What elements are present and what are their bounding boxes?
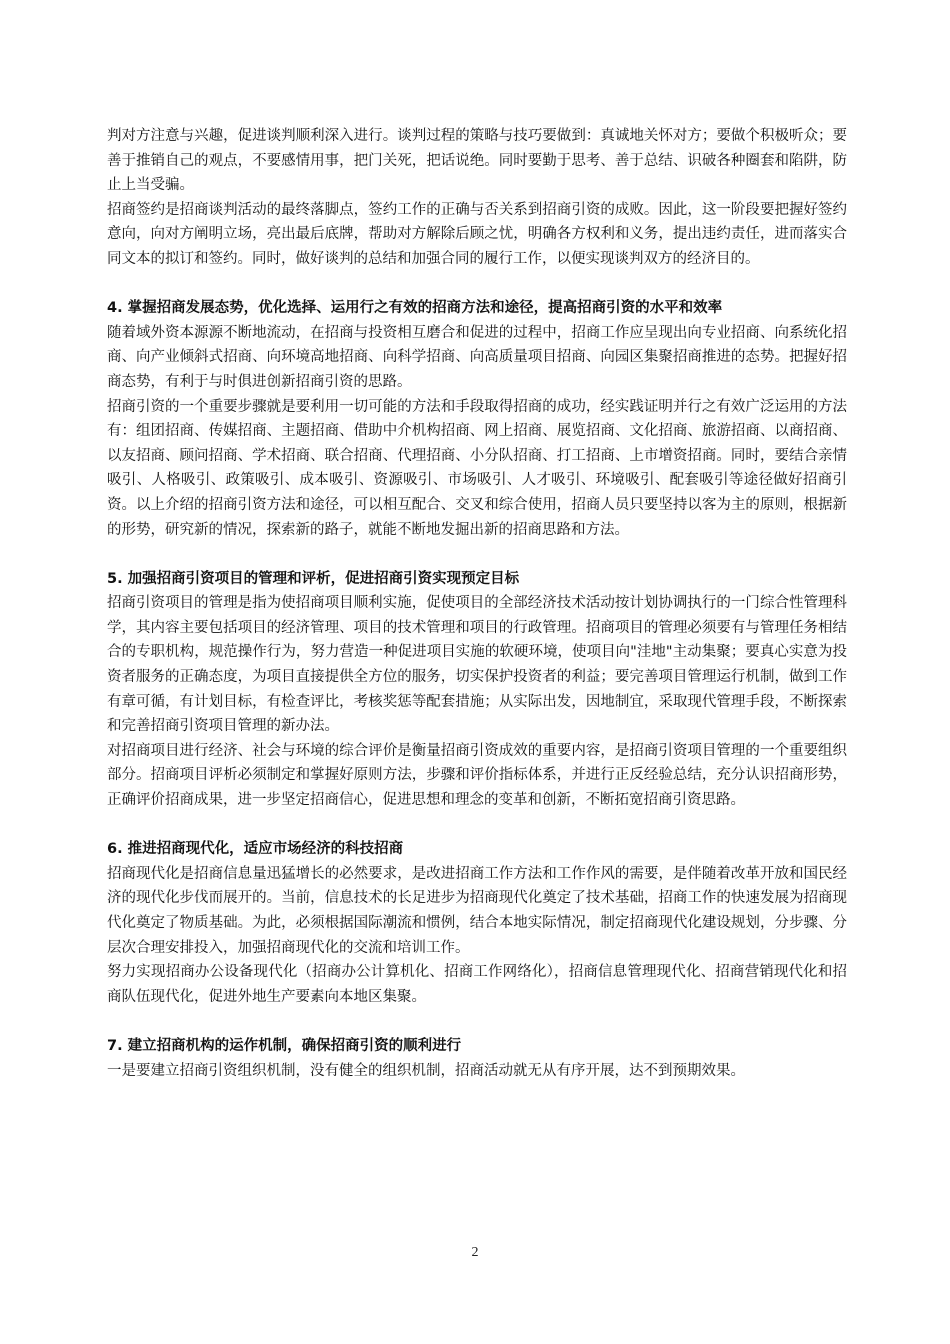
section-4 [107, 296, 847, 542]
section-heading: 7. 建立招商机构的运作机制，确保招商引资的顺利进行 [107, 1037, 462, 1054]
section-heading: 6. 推进招商现代化，适应市场经济的科技招商 [107, 841, 404, 858]
section-paragraph: 努力实现招商办公设备现代化（招商办公计算机化、招商工作网络化），招商信息管理现代化、招商营销现代化和招商队伍现代化，促进外地生产要素向本地区集聚。 [107, 964, 847, 1005]
section-paragraph: 随着域外资本源源不断地流动，在招商与投资相互磨合和促进的过程中，招商工作应呈现出向专业招商、向系统化招商、向产业倾斜式招商、向环境高地招商、向科学招商、向高质量项目招商、向园区集聚招商推进的态势。把握好招商态势，有利于与时俱进创新招商引资的思路。 [107, 324, 847, 390]
intro-paragraph-2: 招商签约是招商谈判活动的最终落脚点，签约工作的正确与否关系到招商引资的成败。因此，这一阶段要把握好签约意向，向对方阐明立场，亮出最后底牌，帮助对方解除后顾之忧，明确各方权利和义务，提出违约责任，进而落实合同文本的拟订和签约。同时，做好谈判的总结和加强合同的履行工作，以便实现谈判双方的经济目的。 [107, 201, 847, 267]
section-heading: 4. 掌握招商发展态势，优化选择、运用行之有效的招商方法和途径，提高招商引资的水平和效率 [107, 300, 723, 317]
section-paragraph: 对招商项目进行经济、社会与环境的综合评价是衡量招商引资成效的重要内容，是招商引资项目管理的一个重要组织部分。招商项目评析必须制定和掌握好原则方法，步骤和评价指标体系，并进行正反经验总结，充分认识招商形势，正确评价招商成果，进一步坚定招商信心，促进思想和理念的变革和创新，不断拓宽招商引资思路。 [107, 742, 847, 809]
document-body [107, 124, 847, 1083]
section-paragraph: 招商引资项目的管理是指为使招商项目顺利实施，促使项目的全部经济技术活动按计划协调执行的一门综合性管理科学，其内容主要包括项目的经济管理、项目的技术管理和项目的行政管理。招商项目的管理必须要有与管理任务相结合的专职机构，规范操作行为，努力营造一种促进项目实施的软硬环境，使项目向"洼地"主动集聚；要真心实意为投资者服务的正确态度，为项目直接提供全方位的服务，切实保护投资者的利益；要完善项目管理运行机制，做到工作有章可循，有计划目标，有检查评比，考核奖惩等配套措施；从实际出发，因地制宜，采取现代管理手段，不断探索和完善招商引资项目管理的新办法。 [107, 595, 847, 735]
section-paragraph: 招商引资的一个重要步骤就是要利用一切可能的方法和手段取得招商的成功，经实践证明并行之有效广泛运用的方法有：组团招商、传媒招商、主题招商、借助中介机构招商、网上招商、展览招商、文化招商、旅游招商、以商招商、以友招商、顾问招商、学术招商、联合招商、代理招商、小分队招商、打工招商、上市增资招商。同时，要结合亲情吸引、人格吸引、政策吸引、成本吸引、资源吸引、市场吸引、人才吸引、环境吸引、配套吸引等途径做好招商引资。以上介绍的招商引资方法和途径，可以相互配合、交叉和综合使用，招商人员只要坚持以客为主的原则，根据新的形势，研究新的情况，探索新的路子，就能不断地发掘出新的招商思路和方法。 [107, 398, 847, 538]
section-paragraph: 招商现代化是招商信息量迅猛增长的必然要求，是改进招商工作方法和工作作风的需要，是伴随着改革开放和国民经济的现代化步伐而展开的。当前，信息技术的长足进步为招商现代化奠定了技术基础，招商工作的快速发展为招商现代化奠定了物质基础。为此，必须根据国际潮流和惯例，结合本地实际情况，制定招商现代化建设规划，分步骤、分层次合理安排投入，加强招商现代化的交流和培训工作。 [107, 865, 847, 956]
section-5 [107, 567, 847, 813]
section-7 [107, 1034, 847, 1083]
section-paragraph: 一是要建立招商引资组织机制，没有健全的组织机制，招商活动就无从有序开展，达不到预期效果。 [107, 1062, 745, 1079]
intro-paragraph-1: 判对方注意与兴趣，促进谈判顺利深入进行。谈判过程的策略与技巧要做到：真诚地关怀对方；要做个积极听众；要善于推销自己的观点，不要感情用事，把门关死，把话说绝。同时要勤于思考、善于总结、识破各种圈套和陷阱，防止上当受骗。 [107, 128, 847, 194]
section-6 [107, 837, 847, 1009]
section-heading: 5. 加强招商引资项目的管理和评析，促进招商引资实现预定目标 [107, 570, 520, 587]
page-number: 2 [471, 1245, 479, 1260]
